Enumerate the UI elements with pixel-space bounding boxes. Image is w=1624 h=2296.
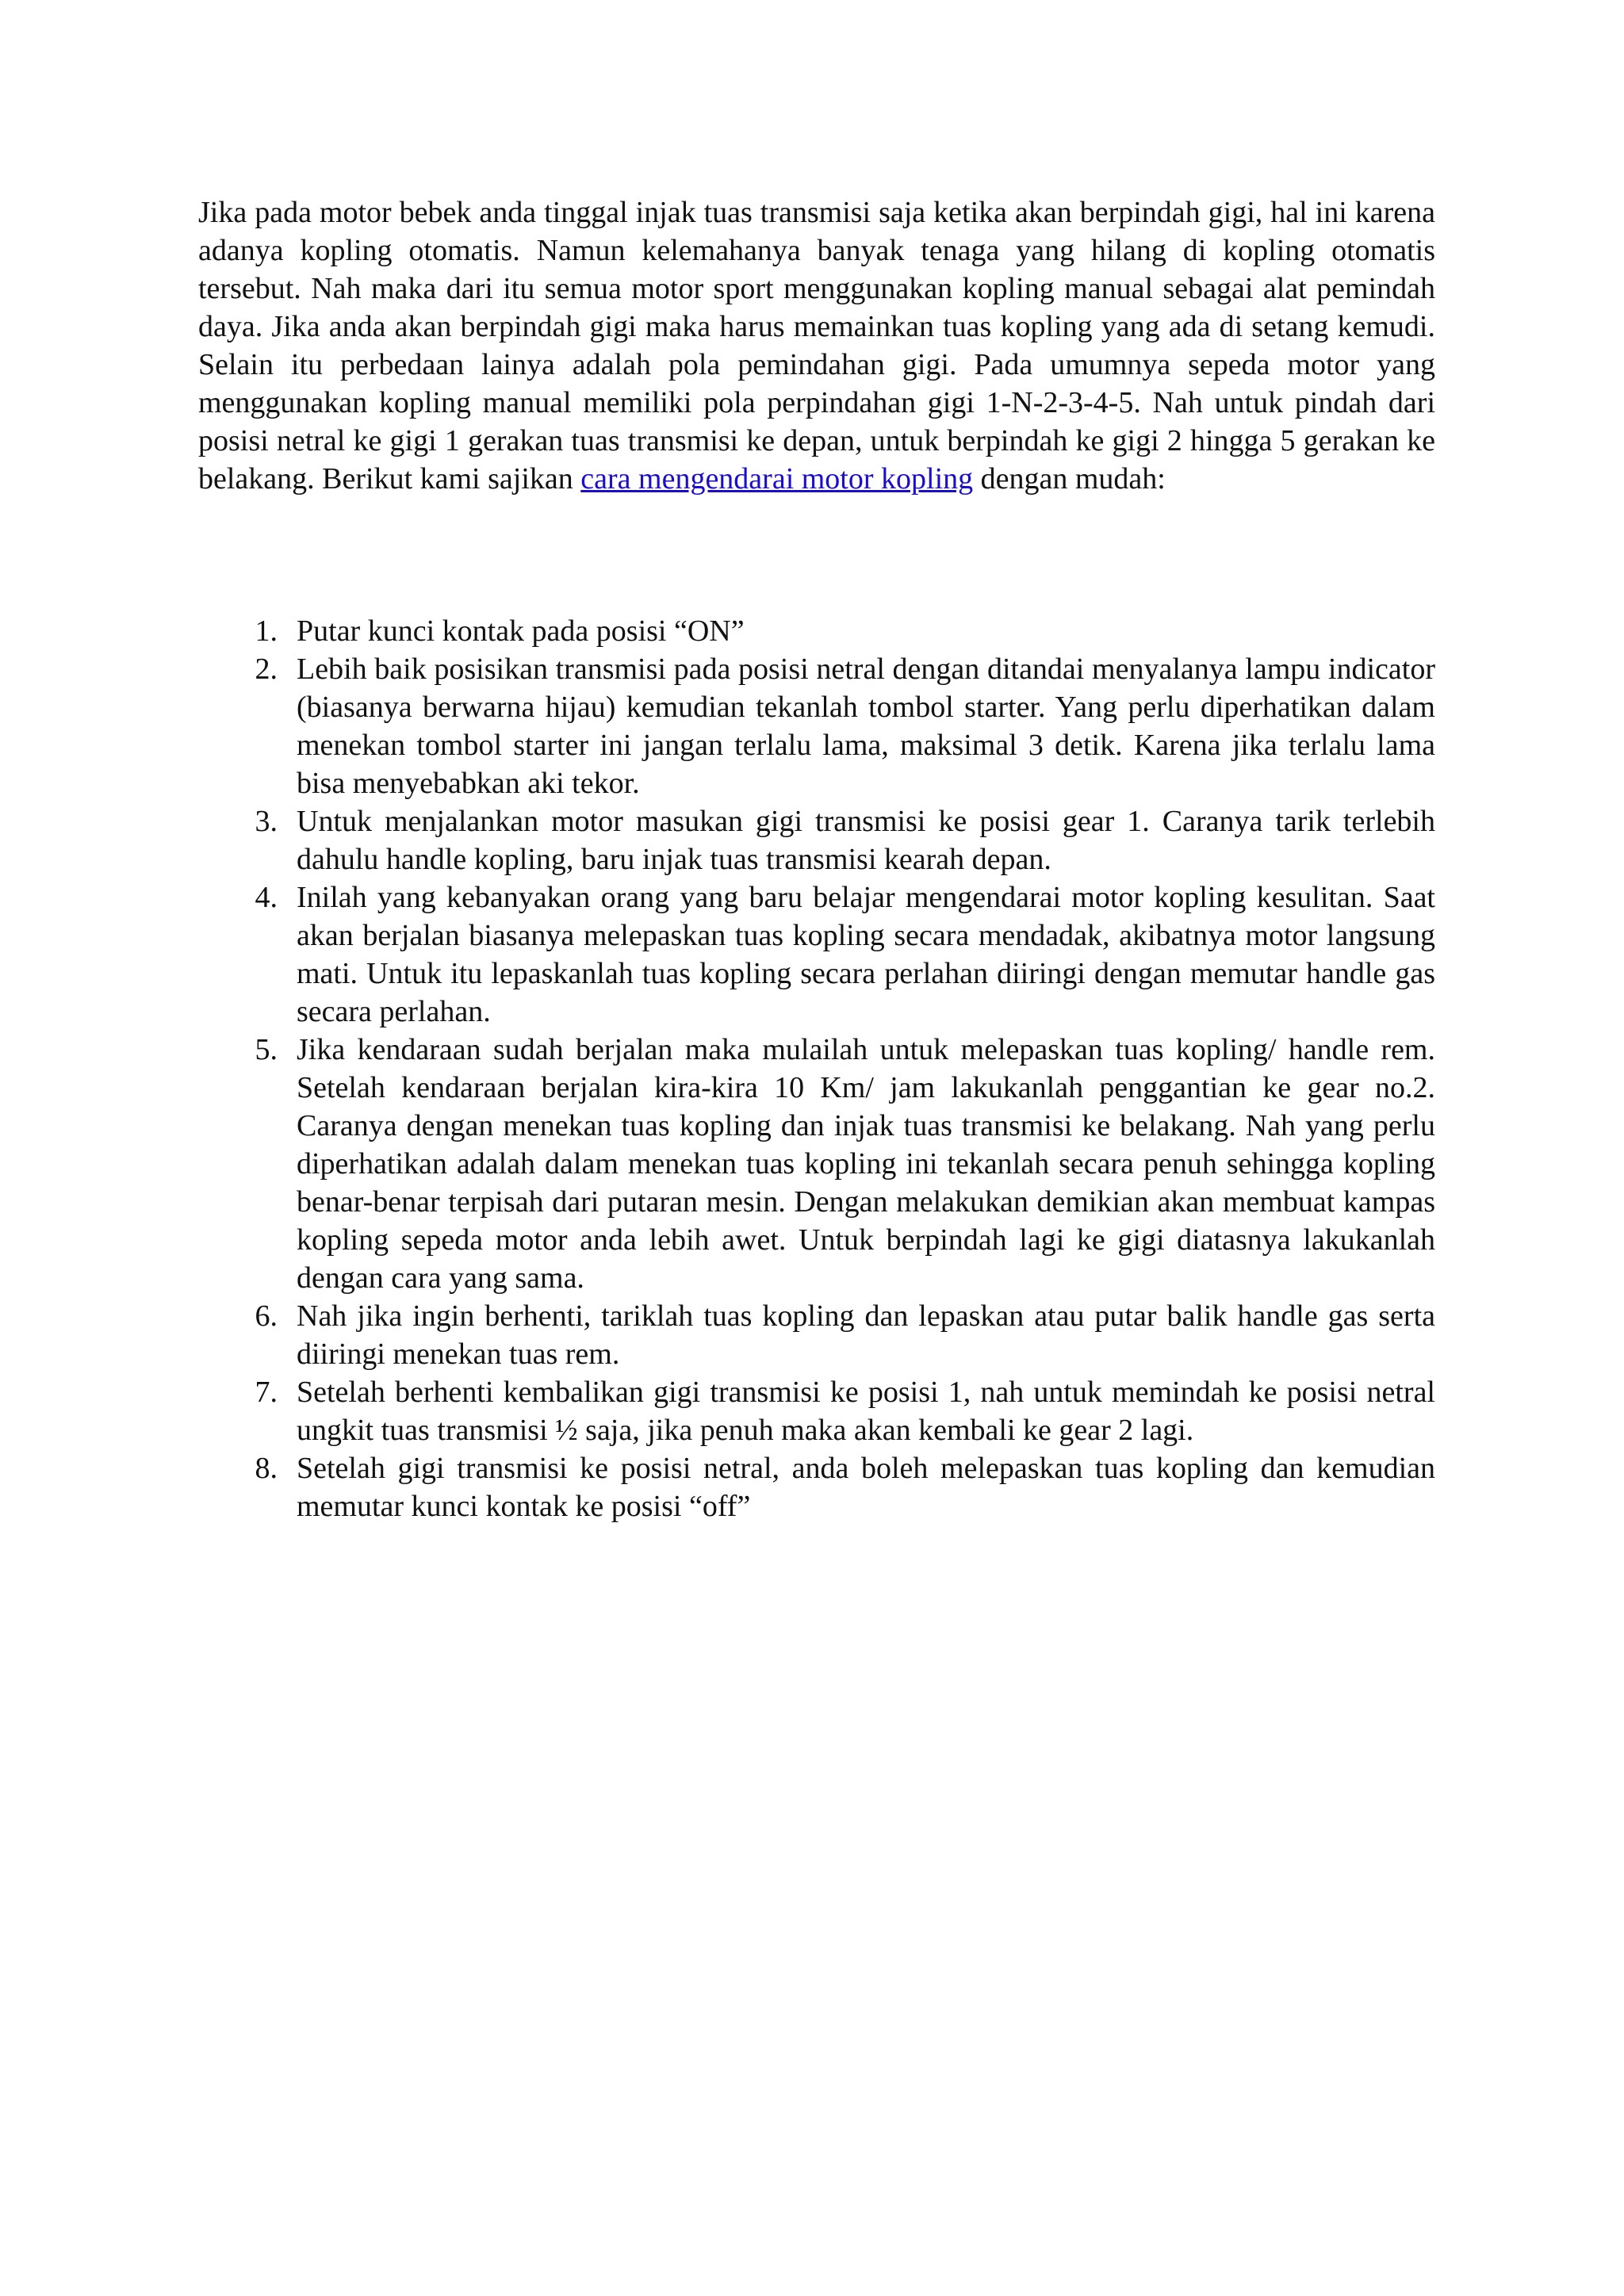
list-item <box>198 1297 1435 1373</box>
list-item <box>198 650 1435 802</box>
step-number: 5. <box>255 1033 278 1066</box>
step-text: Untuk menjalankan motor masukan gigi transmisi ke posisi gear 1. Caranya tarik terlebih dahulu handle kopling, baru injak tuas transmisi kearah depan. <box>297 805 1435 876</box>
intro-paragraph <box>198 193 1435 498</box>
step-text: Putar kunci kontak pada posisi “ON” <box>297 614 745 648</box>
step-text: Jika kendaraan sudah berjalan maka mulailah untuk melepaskan tuas kopling/ handle rem. Setelah kendaraan berjalan kira-kira 10 Km/ jam lakukanlah penggantian ke gear no.2. Caranya dengan menekan tuas kopling dan injak tuas transmisi ke belakang. Nah yang perlu diperhatikan adalah dalam menekan tuas kopling ini tekanlah secara penuh sehingga kopling benar-benar terpisah dari putaran mesin. Dengan melakukan demikian akan membuat kampas kopling sepeda motor anda lebih awet. Untuk berpindah lagi ke gigi diatasnya lakukanlah dengan cara yang sama. <box>297 1033 1435 1295</box>
step-text: Setelah gigi transmisi ke posisi netral, anda boleh melepaskan tuas kopling dan kemudian memutar kunci kontak ke posisi “off” <box>297 1452 1435 1523</box>
intro-text-after-link: dengan mudah: <box>973 462 1166 496</box>
step-number: 3. <box>255 805 278 838</box>
list-item <box>198 1449 1435 1525</box>
step-number: 2. <box>255 652 278 686</box>
steps-list <box>198 612 1435 1525</box>
list-item <box>198 1031 1435 1297</box>
step-number: 1. <box>255 614 278 648</box>
step-number: 7. <box>255 1376 278 1409</box>
step-text: Lebih baik posisikan transmisi pada posisi netral dengan ditandai menyalanya lampu indicator (biasanya berwarna hijau) kemudian tekanlah tombol starter. Yang perlu diperhatikan dalam menekan tombol starter ini jangan terlalu lama, maksimal 3 detik. Karena jika terlalu lama bisa menyebabkan aki tekor. <box>297 652 1435 800</box>
step-text: Inilah yang kebanyakan orang yang baru belajar mengendarai motor kopling kesulitan. Saat akan berjalan biasanya melepaskan tuas kopling secara mendadak, akibatnya motor langsung mati. Untuk itu lepaskanlah tuas kopling secara perlahan diiringi dengan memutar handle gas secara perlahan. <box>297 881 1435 1028</box>
step-number: 4. <box>255 881 278 914</box>
list-item <box>198 1373 1435 1449</box>
list-item <box>198 802 1435 878</box>
step-number: 6. <box>255 1299 278 1333</box>
intro-text-before-link: Jika pada motor bebek anda tinggal injak tuas transmisi saja ketika akan berpindah gigi, hal ini karena adanya kopling otomatis. Namun kelemahanya banyak tenaga yang hilang di kopling otomatis tersebut. Nah maka dari itu semua motor sport menggunakan kopling manual sebagai alat pemindah daya. Jika anda akan berpindah gigi maka harus memainkan tuas kopling yang ada di setang kemudi. Selain itu perbedaan lainya adalah pola pemindahan gigi. Pada umumnya sepeda motor yang menggunakan kopling manual memiliki pola perpindahan gigi 1-N-2-3-4-5. Nah untuk pindah dari posisi netral ke gigi 1 gerakan tuas transmisi ke depan, untuk berpindah ke gigi 2 hingga 5 gerakan ke belakang. Berikut kami sajikan <box>198 196 1435 496</box>
step-text: Setelah berhenti kembalikan gigi transmisi ke posisi 1, nah untuk memindah ke posisi netral ungkit tuas transmisi ½ saja, jika penuh maka akan kembali ke gear 2 lagi. <box>297 1376 1435 1447</box>
list-item <box>198 878 1435 1031</box>
step-text: Nah jika ingin berhenti, tariklah tuas kopling dan lepaskan atau putar balik handle gas serta diiringi menekan tuas rem. <box>297 1299 1435 1371</box>
list-item <box>198 612 1435 650</box>
motor-kopling-link[interactable]: cara mengendarai motor kopling <box>580 462 974 496</box>
step-number: 8. <box>255 1452 278 1485</box>
